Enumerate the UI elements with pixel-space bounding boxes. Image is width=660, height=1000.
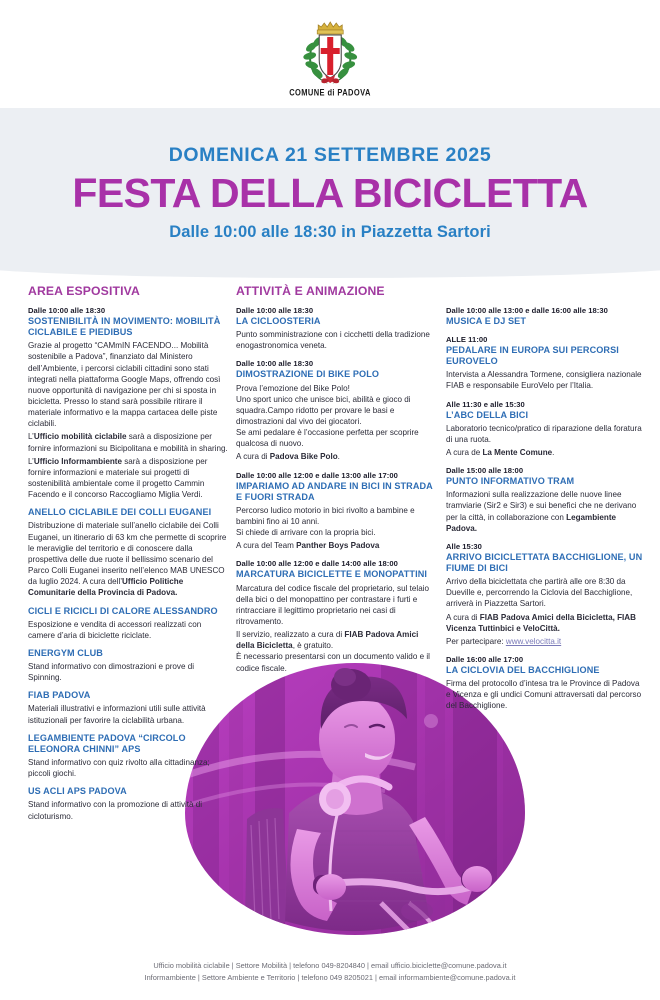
entry-time: Dalle 10:00 alle 18:30 — [236, 306, 314, 315]
entry-time: Dalle 15:00 alle 18:00 — [446, 466, 524, 476]
entry-title: L’ABC DELLA BICI — [446, 409, 529, 420]
program-entry — [28, 786, 228, 821]
entry-time: Dalle 16:00 alle 17:00 — [446, 655, 524, 664]
entry-body-secondary: Il servizio, realizzato a cura di FIAB Padova Amici della Bicicletta, è gratuito. È necessario presentarsi con un documento valido e il codice fiscale. — [236, 630, 430, 673]
entry-link-line: Per partecipare: www.velocitta.it — [446, 636, 562, 646]
entry-time: Alle 15:30 — [446, 541, 482, 551]
entry-time: Dalle 10:00 alle 13:00 e dalle 16:00 alle 18:30 — [446, 306, 608, 315]
program-entry — [236, 471, 436, 552]
entry-title: PUNTO INFORMATIVO TRAM — [446, 476, 575, 487]
entry-body: Stand informativo con dimostrazioni e prove di Spinning. — [28, 662, 195, 683]
program-entry — [446, 306, 644, 327]
entry-body-secondary: L’Ufficio mobilità ciclabile sarà a disposizione per fornire informazioni su Bicipolitana e mobilità in sharing. — [28, 432, 228, 453]
entry-time: Dalle 10:00 alle 12:00 e dalle 14:00 alle 18:00 — [236, 559, 398, 569]
footer-line-1: Ufficio mobilità ciclabile | Settore Mobilità | telefono 049-8204840 | email ufficio.biciclette@comune.padova.it — [153, 961, 507, 971]
program-entry — [236, 559, 436, 673]
entry-time: Dalle 10:00 alle 18:30 — [236, 359, 314, 369]
program-entry — [28, 648, 228, 683]
crest-caption: COMUNE di PADOVA — [289, 86, 371, 99]
entry-title: LA CICLOOSTERIA — [236, 316, 321, 326]
entry-body: Stand informativo con la promozione di attività di cicloturismo. — [28, 800, 203, 821]
entry-body: Arrivo della biciclettata che partirà alle ore 8:30 da Dueville e, percorrendo la Ciclovia del Bacchiglione, arriverà in Piazzetta Sartori. — [446, 577, 633, 609]
entry-body-tertiary: L’Ufficio Informambiente sarà a disposizione per fornire informazioni e materiale sui progetti di sostenibilità ambientale come il progetto Cammin Facendo e il concorso Raccogliamo Miglia Verdi. — [28, 456, 208, 500]
entry-body: Distribuzione di materiale sull’anello ciclabile dei Colli Euganei, un itinerario di 63 km che permette di scoprire le meraviglie del territorio e di conoscere dalla prospettiva delle due ruote il bellissimo scenario del Parco Colli Euganei inserito nell’elenco MAB UNESCO da luglio 2024. A cura dell’Ufficio Politiche Comunitarie della Provincia di Padova. — [28, 521, 227, 598]
entry-body: Firma del protocollo d’intesa tra le Province di Padova e Vicenza e gli undici Comuni attraversati dal percorso del Bacchiglione. — [446, 679, 642, 711]
entry-body: Marcatura del codice fiscale del proprietario, sul telaio della bici o del monopattino per contrastare i furti e rintracciare il legittimo proprietario nei casi di ritrovamento. — [236, 583, 429, 626]
participation-link[interactable]: www.velocitta.it — [505, 636, 562, 646]
entry-title: SOSTENIBILITÀ IN MOVIMENTO: MOBILITÀ CICLABILE E PIEDIBUS — [28, 316, 221, 338]
program-entry — [28, 690, 228, 725]
entry-title: ENERGYM CLUB — [28, 647, 103, 658]
entry-title: US ACLI APS PADOVA — [28, 786, 127, 797]
footer-line-2: Informambiente | Settore Ambiente e Territorio | telefono 049 8205021 | email informambiente@comune.padova.it — [144, 973, 516, 983]
content-columns — [0, 284, 660, 829]
program-entry — [28, 306, 228, 500]
entry-body-secondary: A cura di Padova Bike Polo. — [236, 452, 340, 462]
program-entry — [28, 606, 228, 641]
entry-body: Punto somministrazione con i cicchetti della tradizione enogastronomica veneta. — [236, 330, 430, 351]
event-subtitle: Dalle 10:00 alle 18:30 in Piazzetta Sartori — [169, 222, 491, 241]
entry-time: Dalle 10:00 alle 18:30 — [28, 306, 106, 315]
entry-body: Esposizione e vendita di accessori realizzati con camere d’aria di biciclette riciclate. — [28, 619, 202, 640]
column-entries — [236, 306, 436, 674]
entry-body: Percorso ludico motorio in bici rivolto a bambine e bambini fino ai 10 anni. Si chiede di arrivare con la propria bici. — [236, 505, 415, 538]
entry-body-secondary: A cura del Team Panther Boys Padova — [236, 541, 380, 551]
entry-title: LA CICLOVIA DEL BACCHIGLIONE — [446, 665, 600, 675]
entry-title: LEGAMBIENTE PADOVA “CIRCOLO ELEONORA CHINNI” APS — [28, 732, 186, 754]
logo-zone — [0, 0, 660, 108]
entry-title: FIAB PADOVA — [28, 690, 91, 701]
program-entry — [28, 507, 228, 598]
page-title: FESTA DELLA BICICLETTA — [72, 170, 588, 217]
entry-body: Informazioni sulla realizzazione delle nuove linee tramviarie (Sir2 e Sir3) e sui benefici che ne derivano per la città, in collaborazione con Legambiente Padova. — [446, 490, 637, 533]
crown-icon — [317, 22, 343, 34]
entry-body: Stand informativo con quiz rivolto alla cittadinanza; piccoli giochi. — [28, 757, 210, 779]
program-entry — [446, 655, 644, 712]
program-entry — [446, 542, 644, 647]
entry-body: Prova l’emozione del Bike Polo! Uno sport unico che unisce bici, abilità e gioco di squadra.Campo ridotto per provare le basi e dimostrazioni dal vivo dei giocatori. Se ami pedalare è l’occasione perfetta per scoprire qualcosa di nuovo. — [236, 383, 419, 449]
header-titles — [0, 104, 660, 268]
column-title: AREA ESPOSITIVA — [28, 284, 140, 298]
column-entries — [28, 306, 228, 822]
entry-time: ALLE 11:00 — [446, 335, 488, 345]
column-attivita-animazione — [236, 284, 436, 829]
entry-title: IMPARIAMO AD ANDARE IN BICI IN STRADA E FUORI STRADA — [236, 480, 433, 502]
program-entry — [236, 306, 436, 351]
program-entry — [446, 466, 644, 534]
entry-title: ANELLO CICLABILE DEI COLLI EUGANEI — [28, 507, 212, 518]
program-entry — [446, 400, 644, 459]
entry-time: Alle 11:30 e alle 15:30 — [446, 399, 525, 409]
footer — [0, 960, 660, 984]
column-title: ATTIVITÀ E ANIMAZIONE — [236, 284, 385, 298]
entry-time: Dalle 10:00 alle 12:00 e dalle 13:00 alle 17:00 — [236, 470, 398, 480]
entry-body: Laboratorio tecnico/pratico di riparazione della foratura di una ruota. — [446, 423, 642, 444]
entry-body-secondary: A cura di FIAB Padova Amici della Bicicletta, FIAB Vicenza Tuttinbici e VeloCittà. — [446, 612, 636, 633]
program-entry — [28, 733, 228, 780]
entry-body: Grazie al progetto “CAMmIN FACENDO... Mobilità sostenibile a Padova”, finanziato dal Ministero dell’Ambiente, i percorsi ciclabili cittadini sono stati integrati nella piattaforma Google Maps, offrendo così nuove opportunità di navigazione per chi si sposta in bicicletta. Presso lo stand sarà possibile ritirare il materiale informativo e la mappa cartacea delle piste ciclabili. — [28, 341, 221, 429]
coat-of-arms-icon — [301, 18, 359, 86]
entry-title: PEDALARE IN EUROPA SUI PERCORSI EUROVELO — [446, 345, 619, 367]
column-programma-orari — [446, 284, 644, 829]
entry-title: ARRIVO BICICLETTATA BACCHIGLIONE, UN FIUME DI BICI — [446, 551, 643, 573]
program-entry — [236, 359, 436, 462]
event-date: DOMENICA 21 SETTEMBRE 2025 — [168, 144, 492, 167]
entry-title: MUSICA E DJ SET — [446, 316, 526, 326]
entry-body: Materiali illustrativi e informazioni utili sulle attività istituzionali per favorire la ciclabilità urbana. — [28, 704, 206, 725]
column-area-espositiva — [28, 284, 228, 829]
program-entry — [446, 335, 644, 392]
entry-body-secondary: A cura de La Mente Comune. — [446, 448, 555, 457]
entry-title: DIMOSTRAZIONE DI BIKE POLO — [236, 369, 380, 380]
entry-title: CICLI E RICICLI DI CALORE ALESSANDRO — [28, 605, 218, 616]
entry-body: Intervista a Alessandra Tormene, consigliera nazionale FIAB e responsabile EuroVelo per l’Italia. — [446, 370, 642, 391]
comune-crest — [289, 18, 371, 97]
entry-title: MARCATURA BICICLETTE E MONOPATTINI — [236, 569, 427, 580]
column-entries — [446, 306, 644, 712]
